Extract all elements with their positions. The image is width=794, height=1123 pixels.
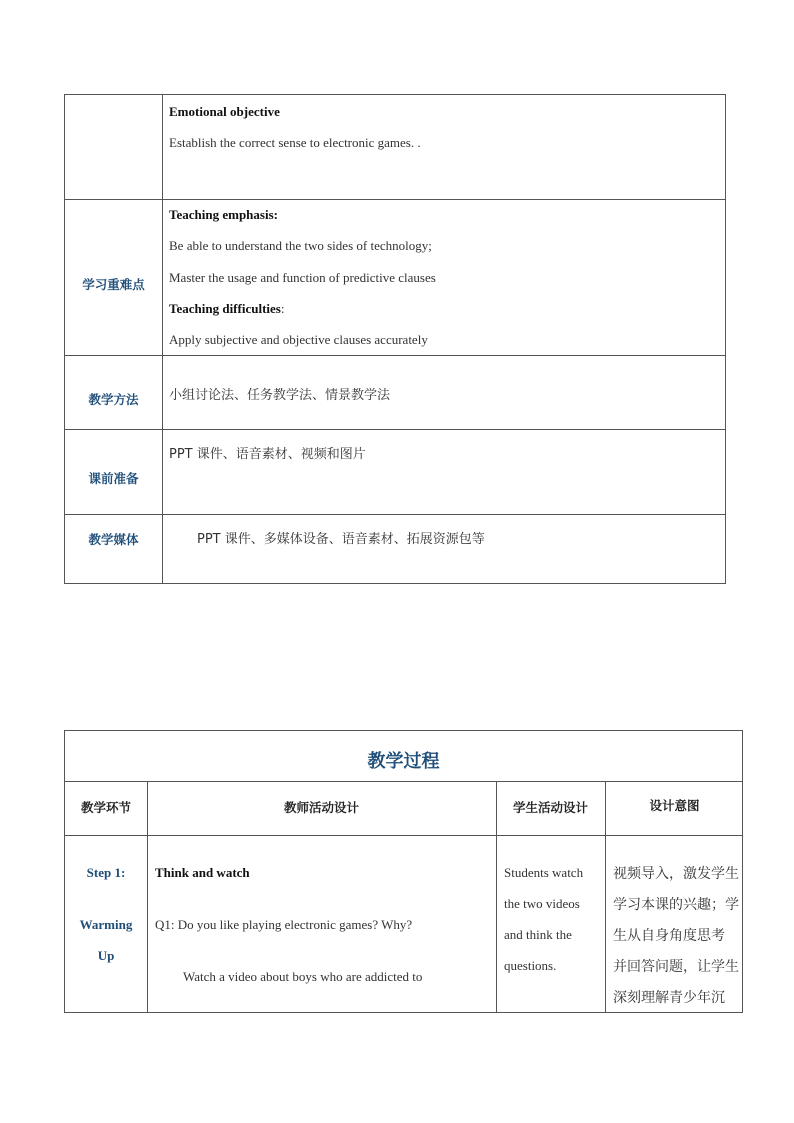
teaching-emphasis-heading: Teaching emphasis:: [169, 207, 278, 222]
process-table-title: 教学过程: [367, 751, 440, 772]
column-divider: [162, 95, 163, 583]
teacher-question-1: Q1: Do you like playing electronic games? Why?: [155, 917, 413, 932]
step-label: Step 1:: [86, 865, 126, 880]
step-name-line-2: Up: [97, 948, 115, 963]
header-stage: 教学环节: [80, 800, 131, 815]
student-activity-line: and think the: [504, 927, 572, 942]
row-divider: [65, 355, 725, 356]
design-intent-line: 深刻理解青少年沉: [613, 990, 725, 1006]
objectives-table: [64, 94, 726, 584]
emotional-objective-text: Establish the correct sense to electronic games. .: [169, 135, 421, 150]
design-intent-line: 并回答问题，让学生: [613, 959, 739, 975]
media-label: 教学媒体: [88, 532, 139, 547]
row-divider: [65, 781, 742, 782]
header-teacher-activity: 教师活动设计: [283, 800, 359, 815]
header-design-intent: 设计意图: [649, 798, 700, 813]
teacher-activity-heading: Think and watch: [155, 865, 250, 880]
design-intent-line: 视频导入，激发学生: [613, 866, 739, 882]
student-activity-line: the two videos: [504, 896, 580, 911]
methods-text: 小组讨论法、任务教学法、情景教学法: [169, 388, 391, 403]
row-divider: [65, 199, 725, 200]
step-name-line-1: Warming: [79, 917, 133, 932]
row-divider: [65, 514, 725, 515]
column-divider: [605, 781, 606, 1012]
design-intent-line: 生从自身角度思考: [613, 928, 725, 944]
teaching-difficulties-colon: :: [280, 301, 285, 316]
row-divider: [65, 429, 725, 430]
methods-label: 教学方法: [88, 392, 139, 407]
design-intent-line: 学习本课的兴趣；学: [613, 897, 739, 913]
preparation-label: 课前准备: [88, 471, 139, 486]
key-points-label: 学习重难点: [82, 277, 145, 292]
process-table: [64, 730, 743, 1013]
teaching-difficulties-heading: [169, 301, 284, 317]
emphasis-line-2: Master the usage and function of predictive clauses: [169, 270, 436, 285]
difficulties-line-1: Apply subjective and objective clauses accurately: [169, 332, 428, 347]
preparation-text: PPT 课件、语音素材、视频和图片: [169, 447, 366, 462]
media-text: PPT 课件、多媒体设备、语音素材、拓展资源包等: [197, 532, 485, 547]
emphasis-line-1: Be able to understand the two sides of technology;: [169, 238, 432, 253]
teacher-video-text: Watch a video about boys who are addicted to: [183, 969, 423, 984]
teaching-difficulties-title: Teaching difficulties: [169, 301, 281, 316]
student-activity-line: questions.: [504, 958, 557, 973]
row-divider: [65, 835, 742, 836]
student-activity-line: Students watch: [504, 865, 584, 880]
header-student-activity: 学生活动设计: [512, 800, 588, 815]
emotional-objective-heading: Emotional objective: [169, 104, 280, 119]
